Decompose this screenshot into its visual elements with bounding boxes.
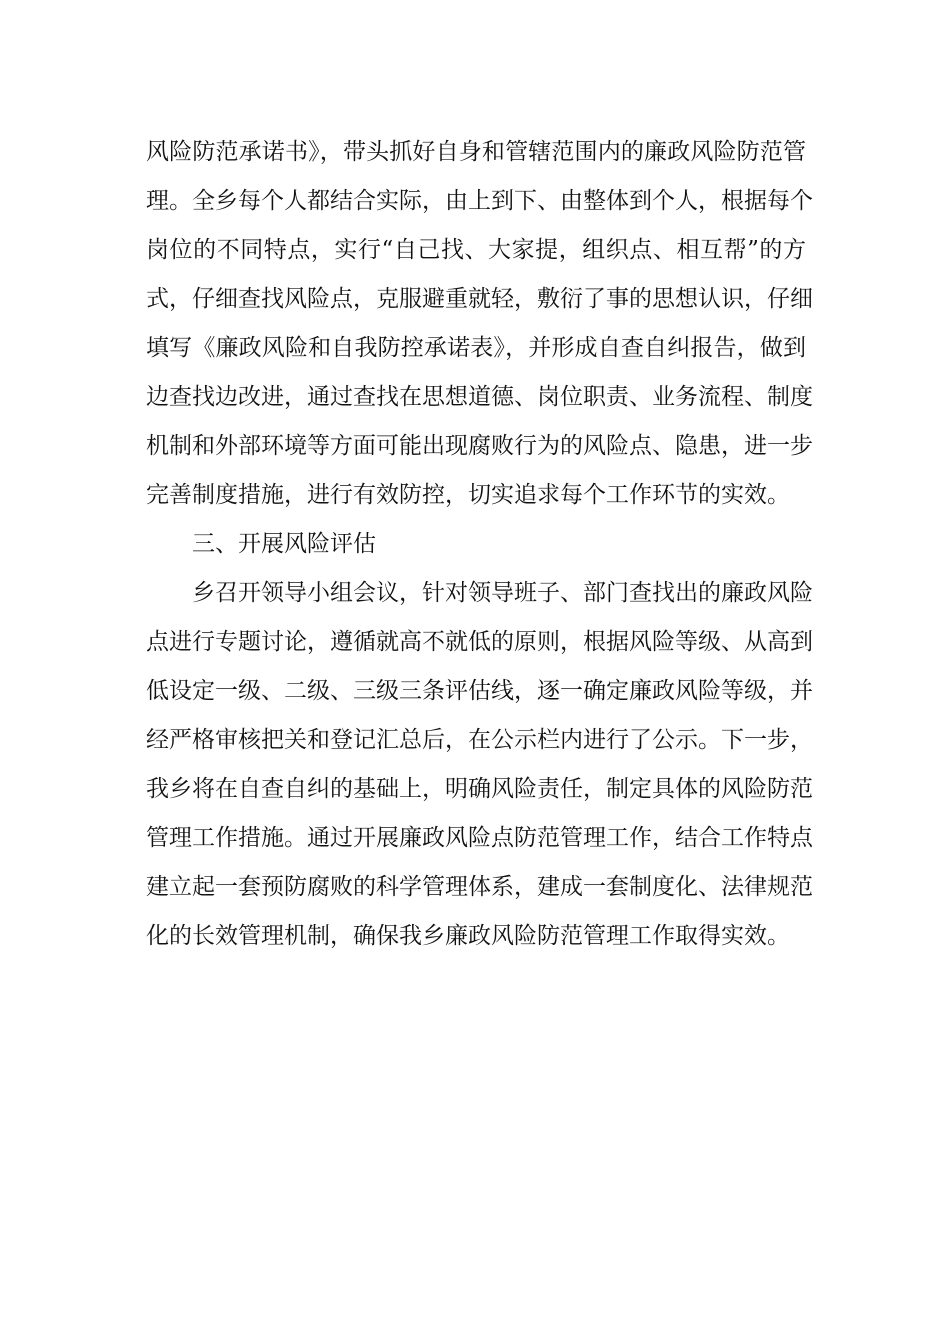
text-line: 理。全乡每个人都结合实际，由上到下、由整体到个人，根据每个	[146, 188, 813, 214]
paragraph-risk-assessment	[146, 569, 813, 961]
text-line: 乡召开领导小组会议，针对领导班子、部门查找出的廉政风险	[192, 580, 813, 606]
text-line: 边查找边改进，通过查找在思想道德、岗位职责、业务流程、制度	[146, 384, 813, 410]
text-line: 低设定一级、二级、三级三条评估线，逐一确定廉政风险等级，并	[146, 678, 813, 704]
section-heading: 三、开展风险评估	[192, 531, 376, 557]
text-line: 完善制度措施，进行有效防控，切实追求每个工作环节的实效。	[146, 482, 790, 508]
paragraph-risk-prevention	[146, 128, 813, 520]
text-line: 式，仔细查找风险点，克服避重就轻，敷衍了事的思想认识，仔细	[146, 286, 813, 312]
text-line: 化的长效管理机制，确保我乡廉政风险防范管理工作取得实效。	[146, 923, 790, 949]
text-line: 经严格审核把关和登记汇总后，在公示栏内进行了公示。下一步，	[146, 727, 813, 753]
text-line: 机制和外部环境等方面可能出现腐败行为的风险点、隐患，进一步	[146, 433, 813, 459]
text-line: 建立起一套预防腐败的科学管理体系，建成一套制度化、法律规范	[146, 874, 813, 900]
text-line: 我乡将在自查自纠的基础上，明确风险责任，制定具体的风险防范	[146, 776, 813, 802]
text-line: 填写《廉政风险和自我防控承诺表》，并形成自查自纠报告，做到	[146, 335, 806, 361]
text-line: 风险防范承诺书》，带头抓好自身和管辖范围内的廉政风险防范管	[146, 139, 806, 165]
document-body	[146, 128, 813, 961]
text-line: 点进行专题讨论，遵循就高不就低的原则，根据风险等级、从高到	[146, 629, 813, 655]
text-line: 岗位的不同特点，实行“自己找、大家提，组织点、相互帮”的方	[146, 237, 806, 263]
text-line: 管理工作措施。通过开展廉政风险点防范管理工作，结合工作特点	[146, 825, 813, 851]
